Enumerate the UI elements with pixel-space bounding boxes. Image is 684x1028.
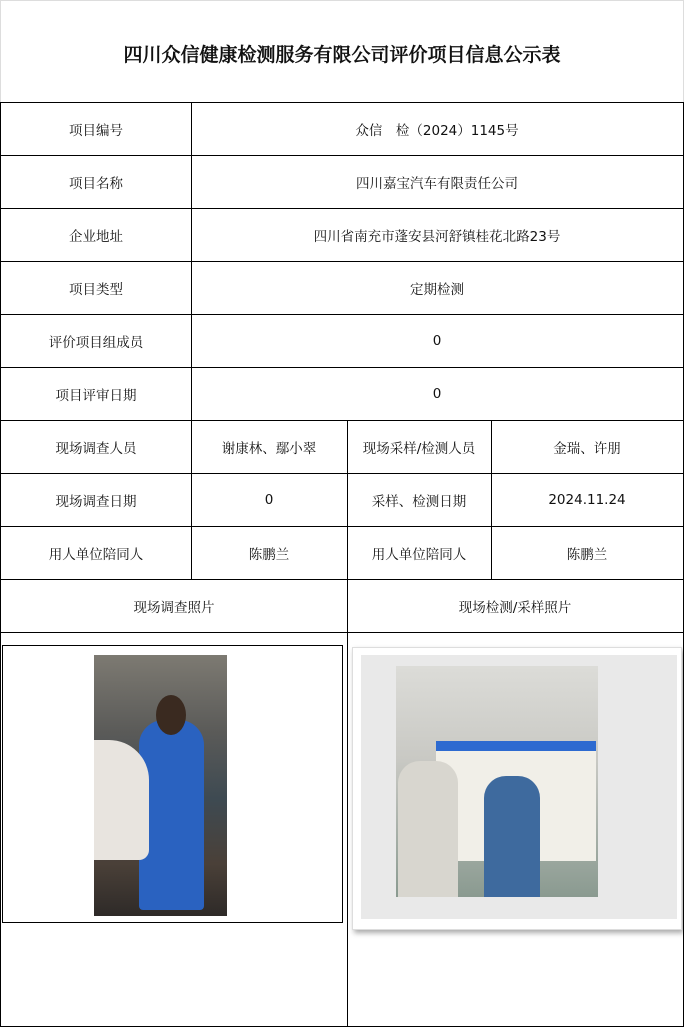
quad-label-2: 现场采样/检测人员: [347, 421, 492, 474]
quad-label-1: 用人单位陪同人: [0, 527, 192, 580]
row-label: 企业地址: [0, 209, 192, 262]
quad-label-2: 采样、检测日期: [347, 474, 492, 527]
testing-photo-header: 现场检测/采样照片: [347, 580, 684, 633]
person-left: [398, 761, 458, 897]
testing-photo[interactable]: [396, 666, 598, 897]
quad-label-2: 用人单位陪同人: [347, 527, 492, 580]
quad-value-1: 0: [191, 474, 348, 527]
row-label: 项目名称: [0, 156, 192, 209]
row-value: 0: [191, 315, 684, 368]
quad-value-2: 陈鹏兰: [491, 527, 684, 580]
survey-photo[interactable]: [94, 655, 227, 916]
row-label: 评价项目组成员: [0, 315, 192, 368]
quad-value-2: 2024.11.24: [491, 474, 684, 527]
quad-label-1: 现场调查人员: [0, 421, 192, 474]
quad-value-1: 陈鹏兰: [191, 527, 348, 580]
quad-label-1: 现场调查日期: [0, 474, 192, 527]
worker-head: [156, 695, 186, 735]
row-value: 0: [191, 368, 684, 421]
row-label: 项目评审日期: [0, 368, 192, 421]
arm-with-device: [94, 740, 149, 860]
row-value: 定期检测: [191, 262, 684, 315]
person-right: [484, 776, 540, 897]
quad-value-1: 谢康林、鄢小翠: [191, 421, 348, 474]
row-label: 项目类型: [0, 262, 192, 315]
row-value: 众信 检（2024）1145号: [191, 102, 684, 156]
row-value: 四川省南充市蓬安县河舒镇桂花北路23号: [191, 209, 684, 262]
page-title: 四川众信健康检测服务有限公司评价项目信息公示表: [0, 0, 684, 102]
quad-value-2: 金瑞、许朋: [491, 421, 684, 474]
row-label: 项目编号: [0, 102, 192, 156]
row-value: 四川嘉宝汽车有限责任公司: [191, 156, 684, 209]
survey-photo-header: 现场调查照片: [0, 580, 348, 633]
